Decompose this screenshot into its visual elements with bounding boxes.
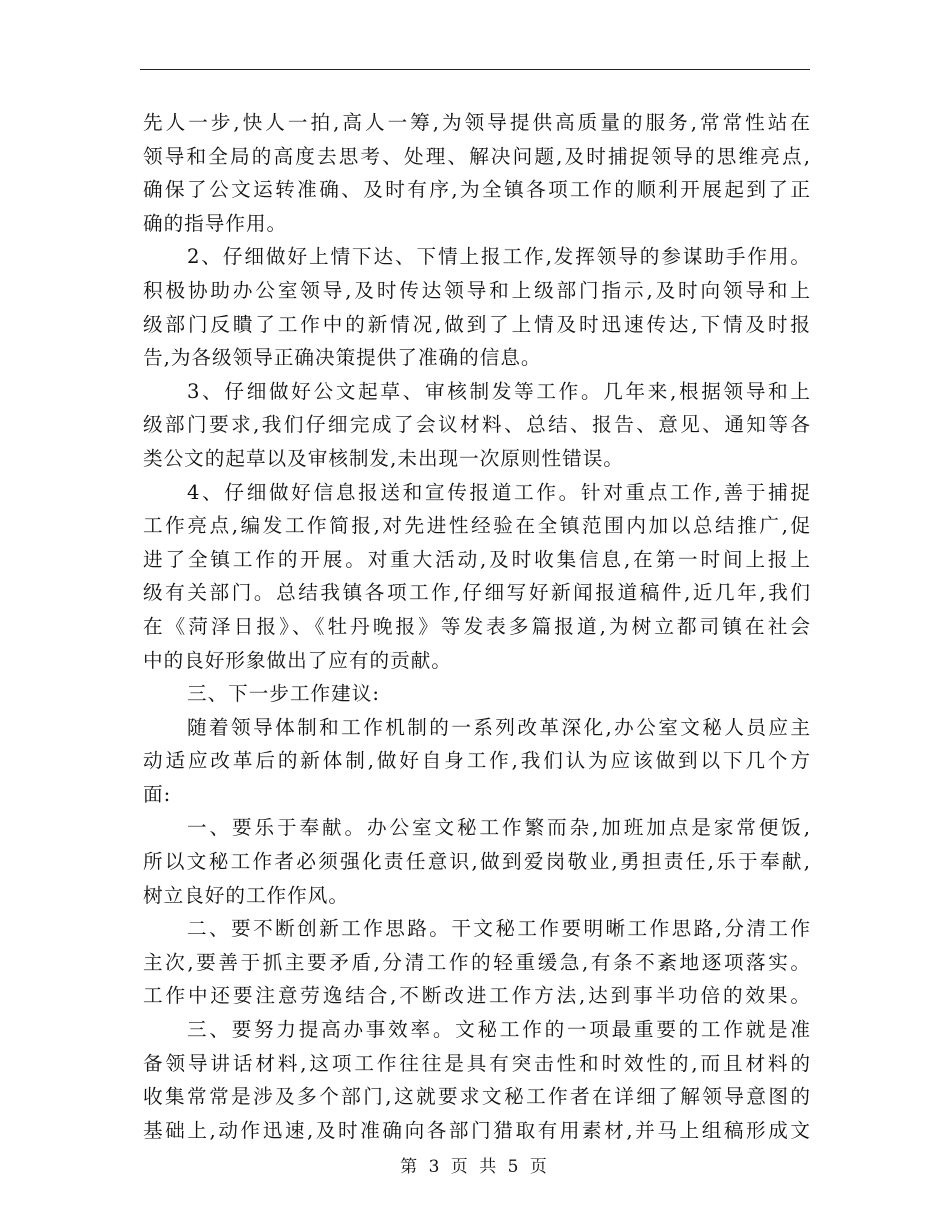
text-line: 级部门要求,我们仔细完成了会议材料、总结、报告、意见、通知等各 [143, 413, 811, 437]
text-line: 主次,要善于抓主要矛盾,分清工作的轻重缓急,有条不紊地逐项落实。 [143, 950, 811, 974]
text-line: 在《菏泽日报》、《牡丹晚报》等发表多篇报道,为树立都司镇在社会 [143, 614, 811, 638]
text-line: 收集常常是涉及多个部门,这就要求文秘工作者在详细了解领导意图的 [143, 1085, 811, 1109]
text-line: 进了全镇工作的开展。对重大活动,及时收集信息,在第一时间上报上 [143, 547, 811, 571]
text-line: 3、仔细做好公文起草、审核制发等工作。几年来,根据领导和上 [187, 379, 811, 403]
text-line: 二、要不断创新工作思路。干文秘工作要明晰工作思路,分清工作 [187, 917, 811, 941]
text-line: 三、要努力提高办事效率。文秘工作的一项最重要的工作就是准 [187, 1018, 811, 1042]
page-number: 第 3 页 共 5 页 [400, 1157, 550, 1177]
text-line: 级有关部门。总结我镇各项工作,仔细写好新闻报道稿件,近几年,我们 [143, 581, 811, 605]
text-line: 一、要乐于奉献。办公室文秘工作繁而杂,加班加点是家常便饭, [187, 816, 811, 840]
text-line: 工作中还要注意劳逸结合,不断改进工作方法,达到事半功倍的效果。 [143, 984, 811, 1008]
text-line: 面: [143, 782, 172, 806]
text-line: 动适应改革后的新体制,做好自身工作,我们认为应该做到以下几个方 [143, 749, 811, 773]
text-line: 告,为各级领导正确决策提供了准确的信息。 [143, 346, 542, 370]
text-line: 备领导讲话材料,这项工作往往是具有突击性和时效性的,而且材料的 [143, 1051, 811, 1075]
body-text [143, 106, 811, 1147]
text-line: 先人一步,快人一拍,高人一筹,为领导提供高质量的服务,常常性站在 [143, 111, 811, 134]
text-line: 4、仔细做好信息报送和宣传报道工作。针对重点工作,善于捕捉 [187, 480, 811, 504]
text-line: 确保了公文运转准确、及时有序,为全镇各项工作的顺利开展起到了正 [143, 178, 811, 202]
text-line: 工作亮点,编发工作简报,对先进性经验在全镇范围内加以总结推广,促 [143, 514, 811, 538]
text-line: 基础上,动作迅速,及时准确向各部门猎取有用素材,并马上组稿形成文 [143, 1118, 811, 1142]
text-line: 树立良好的工作作风。 [143, 883, 349, 907]
text-line: 积极协助办公室领导,及时传达领导和上级部门指示,及时向领导和上 [143, 278, 811, 302]
text-line: 中的良好形象做出了应有的贡献。 [143, 648, 452, 672]
text-line: 类公文的起草以及审核制发,未出现一次原则性错误。 [143, 446, 624, 470]
section-heading: 三、下一步工作建议: [187, 682, 380, 706]
text-line: 随着领导体制和工作机制的一系列改革深化,办公室文秘人员应主 [187, 715, 811, 739]
text-line: 所以文秘工作者必须强化责任意识,做到爱岗敬业,勇担责任,乐于奉献, [143, 850, 811, 874]
text-line: 确的指导作用。 [143, 211, 288, 235]
header-rule [140, 69, 810, 70]
text-line: 领导和全局的高度去思考、处理、解决问题,及时捕捉领导的思维亮点, [143, 144, 811, 168]
text-line: 级部门反瞶了工作中的新情况,做到了上情及时迅速传达,下情及时报 [143, 312, 811, 336]
text-line: 2、仔细做好上情下达、下情上报工作,发挥领导的参谋助手作用。 [187, 245, 811, 269]
